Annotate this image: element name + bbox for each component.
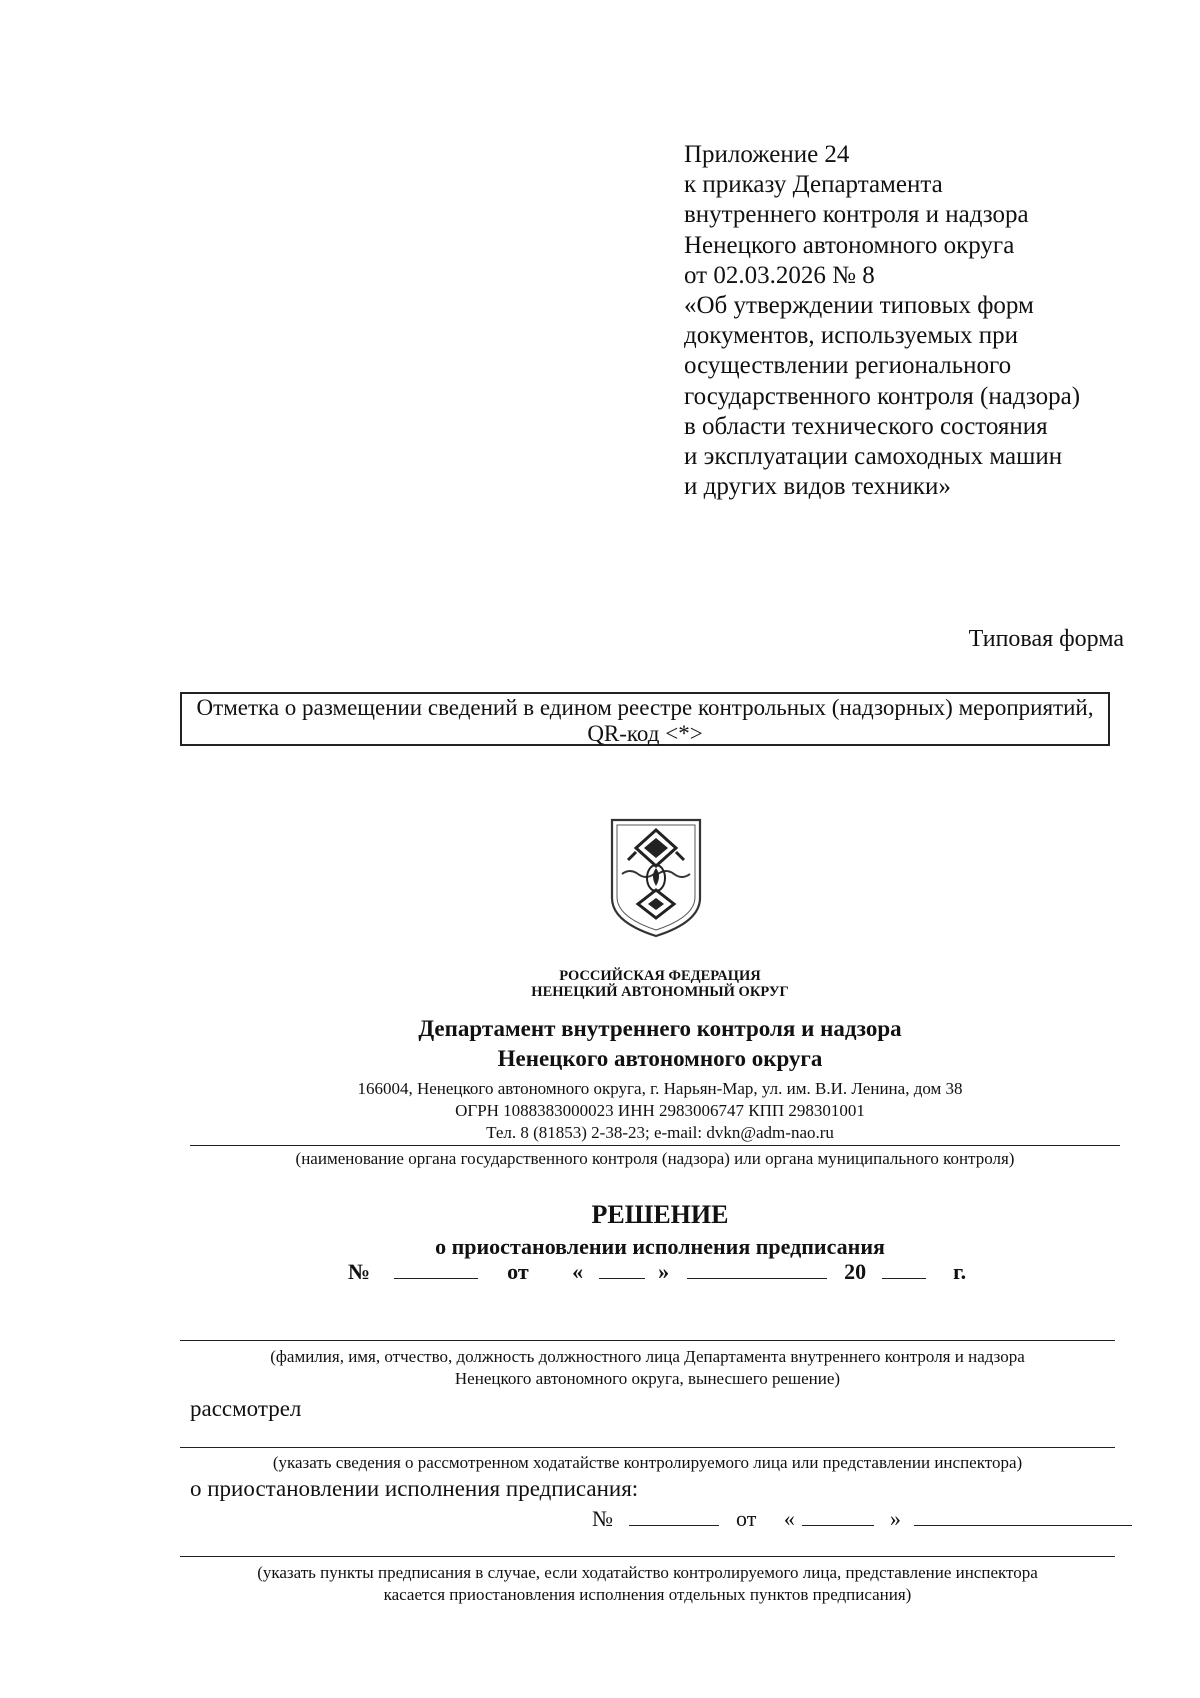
form-type-label: Типовая форма	[968, 626, 1124, 652]
registry-mark-box	[180, 692, 1110, 746]
quote-close: »	[889, 1506, 901, 1531]
official-caption-line2: Ненецкого автономного округа, вынесшего решение)	[454, 1369, 841, 1388]
appendix-line: Приложение 24	[684, 141, 850, 168]
decision-title: РЕШЕНИЕ	[591, 1200, 729, 1229]
appendix-line: государственного контроля (надзора)	[684, 382, 1081, 410]
petition-month-year-blank[interactable]	[914, 1505, 1132, 1526]
appendix-line: и эксплуатации самоходных машин	[684, 443, 1063, 471]
appendix-line: осуществлении регионального	[684, 352, 1012, 380]
decision-number-date-row	[348, 1258, 966, 1285]
department-address: 166004, Ненецкого автономного округа, г. Нарьян-Мар, ул. им. В.И. Ленина, дом 38	[357, 1079, 963, 1098]
appendix-line: «Об утверждении типовых форм	[684, 292, 1034, 320]
region-name: НЕНЕЦКИЙ АВТОНОМНЫЙ ОКРУГ	[531, 984, 789, 1000]
from-label: от	[736, 1506, 757, 1531]
petition-day-blank[interactable]	[802, 1505, 874, 1526]
points-caption-line1: (указать пункты предписания в случае, если ходатайство контролируемого лица, представление инспектора	[257, 1563, 1038, 1582]
authority-name-caption: (наименование органа государственного контроля (надзора) или органа муниципального контроля)	[295, 1149, 1015, 1168]
considered-label: рассмотрел	[190, 1396, 302, 1421]
registry-mark-line1: Отметка о размещении сведений в едином реестре контрольных (надзорных) мероприятий,	[196, 695, 1094, 720]
petition-number-blank[interactable]	[629, 1505, 719, 1526]
country-name: РОССИЙСКАЯ ФЕДЕРАЦИЯ	[559, 968, 761, 984]
coat-of-arms-emblem	[606, 816, 706, 940]
number-sign: №	[592, 1506, 613, 1531]
decision-day-blank[interactable]	[599, 1258, 645, 1279]
department-contacts: Тел. 8 (81853) 2-38-23; e-mail: dvkn@adm-nao.ru	[486, 1123, 834, 1142]
prescription-points-field-line[interactable]	[180, 1556, 1115, 1557]
official-name-field-line[interactable]	[180, 1340, 1115, 1341]
number-sign: №	[348, 1259, 371, 1284]
appendix-line: Ненецкого автономного округа	[684, 231, 1015, 259]
from-label: от	[507, 1259, 529, 1284]
department-name-line2: Ненецкого автономного округа	[497, 1046, 823, 1071]
appendix-line: и других видов техники»	[684, 473, 951, 501]
quote-close: »	[658, 1259, 670, 1284]
registry-mark-line2: QR-код <*>	[587, 721, 703, 746]
appendix-line: документов, используемых при	[684, 322, 1019, 350]
decision-number-blank[interactable]	[394, 1258, 478, 1279]
appendix-line: в области технического состояния	[684, 412, 1048, 440]
department-registration-ids: ОГРН 1088383000023 ИНН 2983006747 КПП 298301001	[455, 1101, 865, 1120]
year-prefix: 20	[844, 1259, 867, 1284]
appendix-line: внутреннего контроля и надзора	[684, 201, 1029, 229]
appendix-line: к приказу Департамента	[684, 171, 943, 199]
year-suffix: г.	[953, 1259, 967, 1284]
appendix-line: от 02.03.2026 № 8	[684, 261, 875, 289]
points-caption-line2: касается приостановления исполнения отдельных пунктов предписания)	[383, 1585, 912, 1604]
suspension-text: о приостановлении исполнения предписания:	[190, 1476, 639, 1501]
decision-subtitle: о приостановлении исполнения предписания	[435, 1234, 885, 1259]
decision-year-blank[interactable]	[882, 1258, 926, 1279]
quote-open: «	[783, 1506, 795, 1531]
header-divider-line	[190, 1145, 1120, 1146]
official-caption-line1: (фамилия, имя, отчество, должность должностного лица Департамента внутреннего контроля и надзора	[270, 1347, 1025, 1366]
petition-number-date-row	[592, 1505, 1132, 1532]
appendix-block	[684, 140, 1154, 502]
decision-month-blank[interactable]	[687, 1258, 827, 1279]
petition-caption: (указать сведения о рассмотренном ходатайстве контролируемого лица или представлении инспектора)	[272, 1453, 1023, 1472]
quote-open: «	[572, 1259, 584, 1284]
petition-field-line[interactable]	[180, 1447, 1115, 1448]
department-name-line1: Департамент внутреннего контроля и надзора	[418, 1016, 902, 1041]
